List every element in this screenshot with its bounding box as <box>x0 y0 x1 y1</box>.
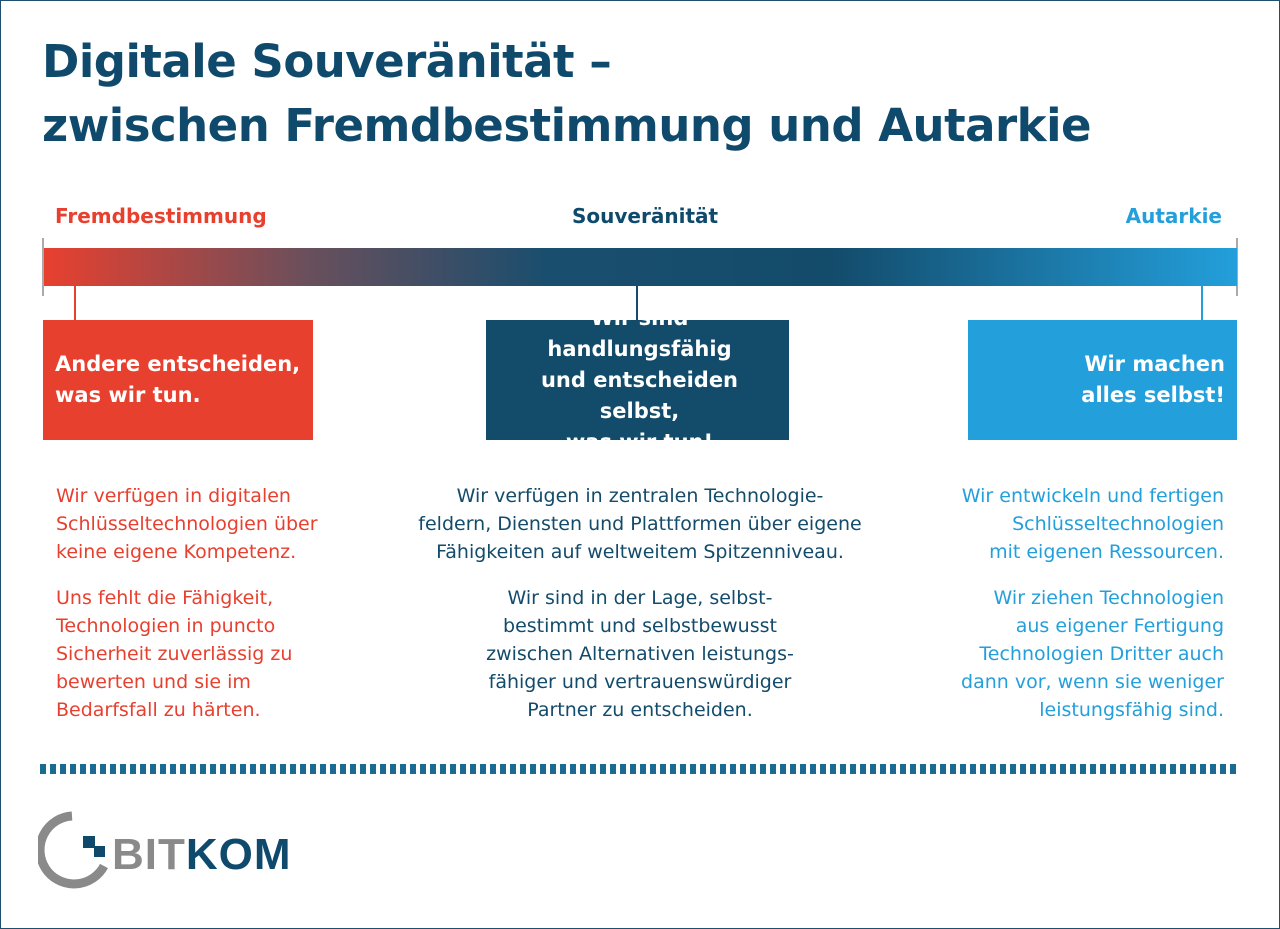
text-line: Wir sind in der Lage, selbst- <box>507 587 773 609</box>
text-line: Schlüsseltechnologien über <box>56 513 318 535</box>
text-line: bestimmt und selbstbewusst <box>503 615 777 637</box>
text-line: zwischen Alternativen leistungs- <box>486 643 794 665</box>
text-line: feldern, Diensten und Plattformen über eigene <box>418 513 862 535</box>
column-souveraenitaet <box>410 482 870 724</box>
text-line: mit eigenen Ressourcen. <box>989 541 1224 563</box>
box-fremdbestimmung <box>43 320 313 440</box>
box-left-line: was wir tun. <box>55 383 201 407</box>
column-right-paragraph-1 <box>930 482 1224 566</box>
text-line: Wir verfügen in digitalen <box>56 485 291 507</box>
column-left-paragraph-1 <box>56 482 356 566</box>
gradient-scale-bar <box>44 248 1237 286</box>
scale-label-souveraenitaet: Souveränität <box>572 204 719 228</box>
title-line-2: zwischen Fremdbestimmung und Autarkie <box>42 99 1092 152</box>
text-line: aus eigener Fertigung <box>1015 615 1224 637</box>
column-mid-paragraph-1 <box>410 482 870 566</box>
title-line-1: Digitale Souveränität – <box>42 35 612 88</box>
bitkom-logo-wordmark <box>112 830 292 880</box>
box-autarkie <box>968 320 1237 440</box>
text-line: Technologien Dritter auch <box>979 643 1224 665</box>
text-line: keine eigene Kompetenz. <box>56 541 297 563</box>
box-left-line: Andere entscheiden, <box>55 352 301 376</box>
column-autarkie <box>930 482 1224 724</box>
connector-right <box>1201 286 1203 320</box>
column-mid-paragraph-2 <box>410 584 870 724</box>
text-line: Bedarfsfall zu härten. <box>56 699 261 721</box>
dashed-divider <box>40 764 1238 774</box>
column-left-paragraph-2 <box>56 584 356 724</box>
text-line: Wir ziehen Technologien <box>993 587 1224 609</box>
text-line: Fähigkeiten auf weltweitem Spitzenniveau. <box>436 541 844 563</box>
box-souveraenitaet <box>486 305 789 454</box>
text-line: Uns fehlt die Fähigkeit, <box>56 587 274 609</box>
text-line: bewerten und sie im <box>56 671 251 693</box>
text-line: Schlüsseltechnologien <box>1012 513 1224 535</box>
text-line: dann vor, wenn sie weniger <box>961 671 1224 693</box>
scale-label-fremdbestimmung: Fremdbestimmung <box>55 204 267 228</box>
logo-bit: BIT <box>112 830 186 879</box>
text-line: Partner zu entscheiden. <box>527 699 753 721</box>
text-line: Technologien in puncto <box>56 615 276 637</box>
box-right-line: Wir machen <box>1084 352 1225 376</box>
text-line: Wir entwickeln und fertigen <box>961 485 1224 507</box>
box-mid-line: was wir tun! <box>565 429 714 454</box>
logo-kom: KOM <box>185 830 292 879</box>
box-mid-line: und entscheiden selbst, <box>540 367 739 423</box>
page-title <box>42 30 1091 158</box>
text-line: Sicherheit zuverlässig zu <box>56 643 293 665</box>
text-line: fähiger und vertrauenswürdiger <box>488 671 792 693</box>
box-mid-line: Wir sind handlungsfähig <box>547 305 732 361</box>
text-line: Wir verfügen in zentralen Technologie- <box>456 485 824 507</box>
box-right-line: alles selbst! <box>1081 383 1225 407</box>
scale-label-autarkie: Autarkie <box>1125 204 1222 228</box>
connector-left <box>74 286 76 320</box>
text-line: leistungsfähig sind. <box>1039 699 1224 721</box>
column-fremdbestimmung <box>56 482 356 724</box>
column-right-paragraph-2 <box>930 584 1224 724</box>
